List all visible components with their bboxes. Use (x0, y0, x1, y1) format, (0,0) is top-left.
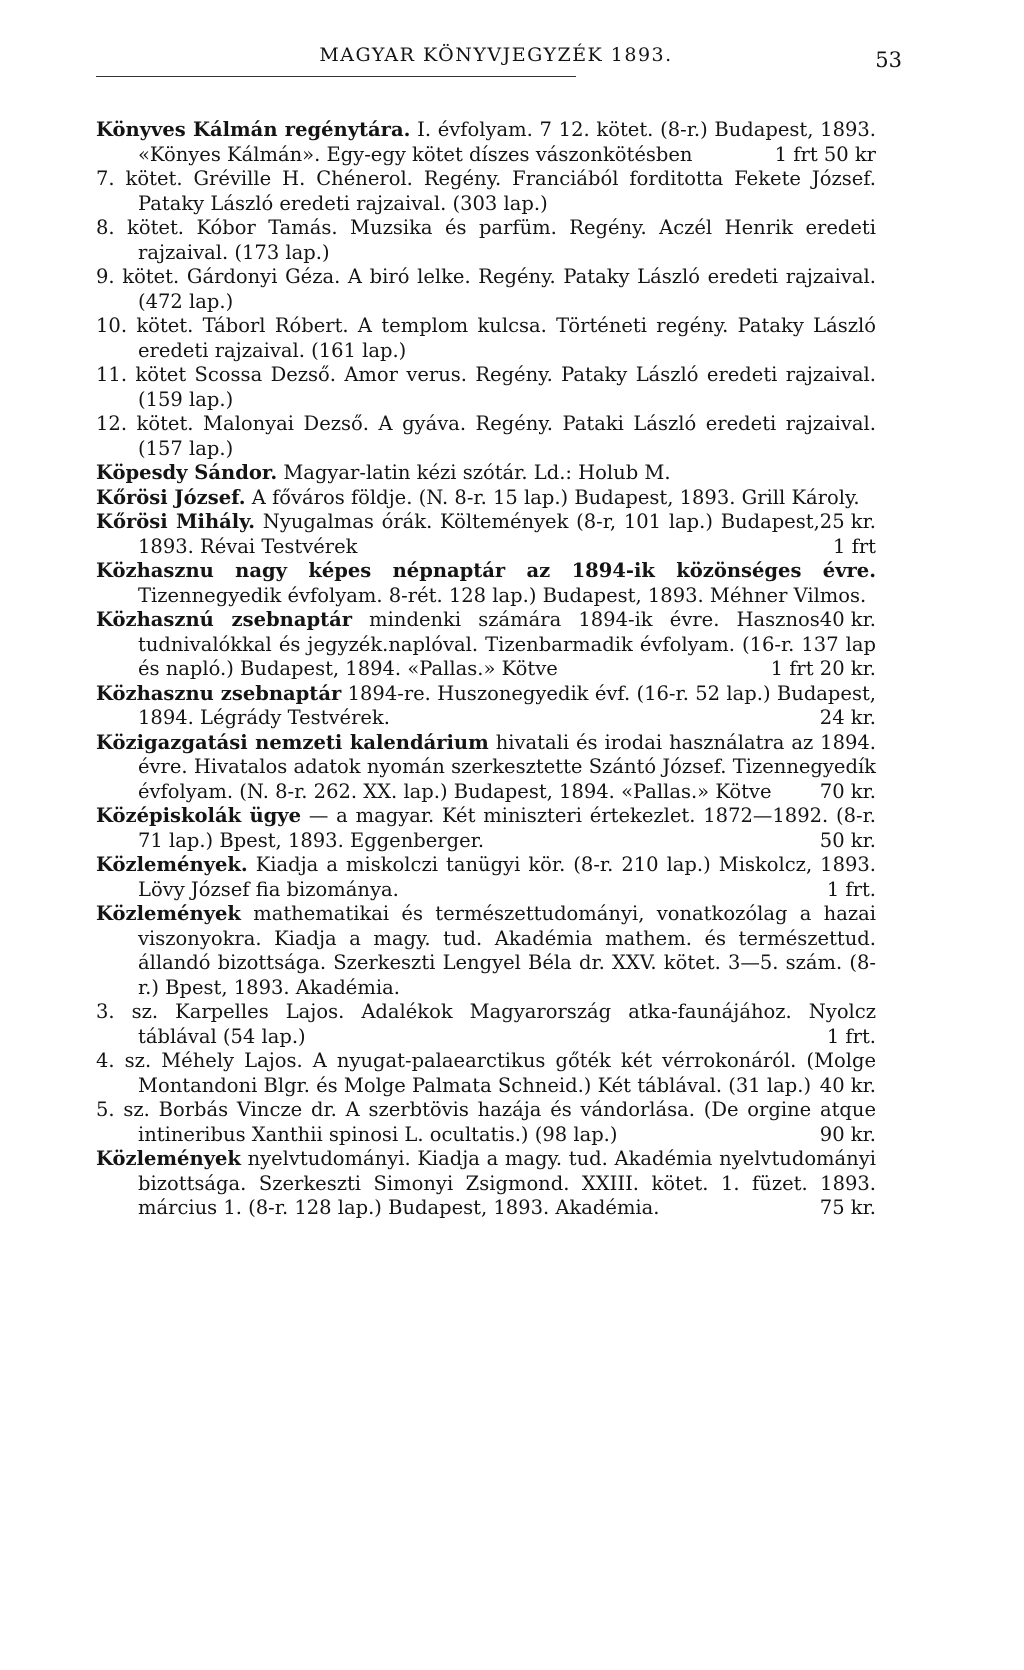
entry-lead: Kőrösi Mihály. (96, 510, 256, 533)
entry-text: Nyugalmas órák. Költemények (8-r, 101 lap.) Budapest, 1893. Révai Testvérek (138, 510, 820, 558)
entry-price: 25 kr. (819, 510, 876, 533)
entry-price: 1 frt. (826, 1024, 876, 1048)
catalog-entry (96, 265, 876, 314)
entry-price: 90 kr. (819, 1122, 876, 1146)
catalog-entry (96, 314, 876, 363)
catalog-entry (96, 853, 876, 902)
entry-price: 1 frt. (826, 877, 876, 901)
catalog-entry (96, 682, 876, 731)
entry-lead: Középiskolák ügye (96, 804, 302, 827)
entry-lead: 8. kötet. (96, 216, 184, 239)
entry-lead: Közhasznu zsebnaptár (96, 681, 342, 705)
running-title: MAGYAR KÖNYVJEGYZÉK 1893. (319, 44, 673, 66)
entry-lead: Közhasznu nagy képes népnaptár az 1894-ik közönséges évre. (96, 559, 876, 582)
catalog-entry (96, 1098, 876, 1147)
header-rule (96, 76, 576, 77)
catalog-entry (96, 510, 876, 559)
catalog-entry (96, 1147, 876, 1221)
catalog-entry (96, 1000, 876, 1049)
entry-text: Malonyai Dezső. A gyáva. Regény. Pataki László eredeti rajzaival. (157 lap.) (138, 412, 876, 460)
catalog-entry (96, 118, 876, 167)
catalog-entry (96, 902, 876, 1000)
entry-text: Magyar-latin kézi szótár. Ld.: Holub M. (283, 461, 671, 484)
entry-price: 50 kr. (819, 828, 876, 852)
catalog-entry (96, 216, 876, 265)
entry-text: Borbás Vincze dr. A szerbtövis hazája és vándorlása. (De orgine atque intineribus Xanthii spinosi L. ocultatis.) (98 lap.) (138, 1098, 876, 1146)
entry-lead: 7. kötet. (96, 167, 183, 190)
entry-price: 1 frt 50 kr (774, 142, 876, 166)
entry-text: Kóbor Tamás. Muzsika és parfüm. Regény. Aczél Henrik eredeti rajzaival. (173 lap.) (138, 216, 876, 264)
entry-text: Méhely Lajos. A nyugat-palaearctikus gőték két vérrokonáról. (Molge Montandoni Blgr. és Molge Palmata Schneid.) Két táblával. (31 lap.) (138, 1049, 876, 1097)
entry-text: mindenki számára 1894-ik évre. Hasznos tudnivalókkal és jegyzék.naplóval. Tizenbarmadik évfolyam. (16-r. 137 lap és napló.) Budapest, 1894. «Pallas.» Kötve (138, 608, 876, 680)
entry-list (96, 118, 876, 1221)
entry-lead: 5. sz. (96, 1098, 150, 1121)
entry-text: A főváros földje. (N. 8-r. 15 lap.) Budapest, 1893. Grill Károly. (251, 485, 860, 509)
entry-price: 70 kr. (819, 779, 876, 803)
entry-lead: Közlemények (96, 1147, 241, 1170)
entry-text: nyelvtudományi. Kiadja a magy. tud. Akadémia nyelvtudományi bizottsága. Szerkeszti Simonyi Zsigmond. XXIII. kötet. 1. füzet. 1893. március 1. (8-r. 128 lap.) Budapest, 1893. Akadémia. (138, 1147, 876, 1219)
entry-text: I. évfolyam. 7 12. kötet. (8-r.) Budapest, 1893. «Könyes Kálmán». Egy-egy kötet díszes vászonkötésben (138, 118, 877, 166)
catalog-entry (96, 608, 876, 682)
entry-text: — a magyar. Két miniszteri értekezlet. 1872—1892. (8-r. 71 lap.) Bpest, 1893. Eggenberger. (138, 804, 877, 852)
entry-text: Karpelles Lajos. Adalékok Magyarország atka-faunájához. Nyolcz táblával (54 lap.) (138, 1000, 876, 1048)
entry-text: Gréville H. Chénerol. Regény. Franciából forditotta Fekete József. Pataky László eredeti rajzaival. (303 lap.) (138, 167, 876, 215)
page-number: 53 (875, 48, 902, 72)
entry-price: 24 kr. (819, 706, 876, 729)
entry-text: Gárdonyi Géza. A biró lelke. Regény. Pataky László eredeti rajzaival. (472 lap.) (138, 265, 876, 313)
entry-lead: 3. sz. (96, 1000, 159, 1023)
entry-price: 40 kr. (819, 608, 876, 631)
entry-text: Kiadja a miskolczi tanügyi kör. (8-r. 210 lap.) Miskolcz, 1893. Lövy József fia bizománya. (138, 853, 877, 901)
entry-text: Tizennegyedik évfolyam. 8-rét. 128 lap.) Budapest, 1893. Méhner Vilmos. (138, 583, 867, 607)
catalog-entry (96, 167, 876, 216)
entry-price: 40 kr. (819, 1073, 876, 1097)
catalog-entry (96, 731, 876, 805)
catalog-entry (96, 363, 876, 412)
entry-lead: Közigazgatási nemzeti kalendárium (96, 730, 489, 754)
entry-price: 75 kr. (819, 1196, 876, 1219)
catalog-entry (96, 1049, 876, 1098)
entry-lead: Közlemények (96, 902, 241, 925)
entry-lead: Könyves Kálmán regénytára. (96, 118, 411, 141)
entry-price: 1 frt (833, 534, 876, 558)
entry-lead: 9. kötet. (96, 265, 180, 288)
entry-lead: Kőrösi József. (96, 485, 246, 509)
entry-price: 1 frt 20 kr. (770, 657, 876, 680)
page-header (96, 40, 902, 80)
catalog-entry (96, 804, 876, 853)
entry-text: Scossa Dezső. Amor verus. Regény. Pataky László eredeti rajzaival. (159 lap.) (138, 363, 876, 411)
entry-lead: Közlemények. (96, 853, 248, 876)
entry-lead: Köpesdy Sándor. (96, 461, 278, 484)
entry-text: hivatali és irodai használatra az 1894. évre. Hivatalos adatok nyomán szerkesztette Szántó József. Tizennegyedík évfolyam. (N. 8-r. 262. XX. lap.) Budapest, 1894. «Pallas.» Kötve (138, 730, 876, 803)
entry-lead: 10. kötet. (96, 314, 194, 337)
entry-lead: 4. sz. (96, 1049, 152, 1072)
entry-lead: 12. kötet. (96, 412, 194, 435)
entry-lead: 11. kötet (96, 363, 187, 386)
entry-text: mathematikai és természettudományi, vonatkozólag a hazai viszonyokra. Kiadja a magy. tud. Akadémia mathem. és természettud. állandó bizottsága. Szerkeszti Lengyel Béla dr. XXV. kötet. 3—5. szám. (8-r.) Bpest, 1893. Akadémia. (138, 902, 876, 999)
entry-text: 1894-re. Huszonegyedik évf. (16-r. 52 lap.) Budapest, 1894. Légrády Testvérek. (138, 681, 876, 729)
catalog-entry (96, 461, 876, 486)
catalog-entry (96, 412, 876, 461)
entry-text: Táborl Róbert. A templom kulcsa. Történeti regény. Pataky László eredeti rajzaival. (161 lap.) (138, 314, 876, 362)
entry-lead: Közhasznú zsebnaptár (96, 608, 353, 631)
